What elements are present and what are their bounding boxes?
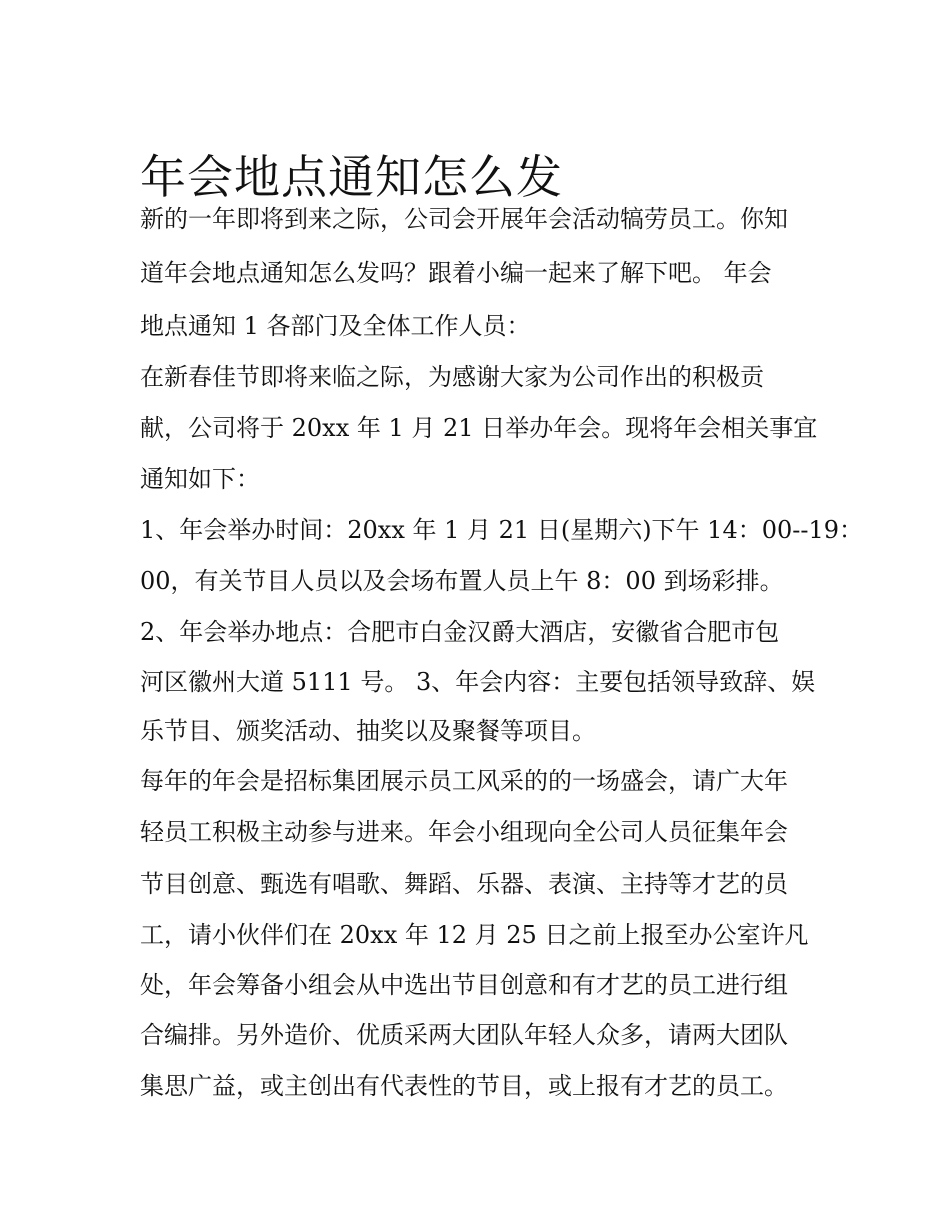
paragraph-line: 通知如下： bbox=[140, 465, 260, 493]
paragraph-line: 乐节目、颁奖活动、抽奖以及聚餐等项目。 bbox=[140, 717, 596, 745]
paragraph-line: 2、年会举办地点：合肥市白金汉爵大酒店，安徽省合肥市包 bbox=[140, 618, 780, 646]
paragraph-line: 节目创意、甄选有唱歌、舞蹈、乐器、表演、主持等才艺的员 bbox=[140, 870, 788, 898]
paragraph-line: 在新春佳节即将来临之际，为感谢大家为公司作出的积极贡 bbox=[140, 363, 764, 391]
page-title: 年会地点通知怎么发 bbox=[140, 149, 563, 204]
paragraph-line: 合编排。另外造价、优质采两大团队年轻人众多，请两大团队 bbox=[140, 1021, 788, 1049]
paragraph-line: 献，公司将于 20xx 年 1 月 21 日举办年会。现将年会相关事宜 bbox=[140, 414, 818, 442]
paragraph-line: 轻员工积极主动参与进来。年会小组现向全公司人员征集年会 bbox=[140, 818, 788, 846]
paragraph-line: 1、年会举办时间：20xx 年 1 月 21 日(星期六)下午 14：00--19： bbox=[140, 516, 864, 544]
paragraph-line: 河区徽州大道 5111 号。 3、年会内容：主要包括领导致辞、娱 bbox=[140, 668, 816, 696]
paragraph-line: 工，请小伙伴们在 20xx 年 12 月 25 日之前上报至办公室许凡 bbox=[140, 921, 809, 949]
paragraph-line: 每年的年会是招标集团展示员工风采的的一场盛会，请广大年 bbox=[140, 767, 788, 795]
paragraph-line: 新的一年即将到来之际，公司会开展年会活动犒劳员工。你知 bbox=[140, 205, 788, 233]
paragraph-line: 道年会地点通知怎么发吗？跟着小编一起来了解下吧。 年会 bbox=[140, 259, 772, 287]
paragraph-line: 集思广益，或主创出有代表性的节目，或上报有才艺的员工。 bbox=[140, 1072, 788, 1100]
paragraph-line: 00，有关节目人员以及会场布置人员上午 8：00 到场彩排。 bbox=[140, 567, 784, 595]
paragraph-line: 处，年会筹备小组会从中选出节目创意和有才艺的员工进行组 bbox=[140, 971, 788, 999]
paragraph-line: 地点通知 1 各部门及全体工作人员： bbox=[140, 312, 531, 340]
